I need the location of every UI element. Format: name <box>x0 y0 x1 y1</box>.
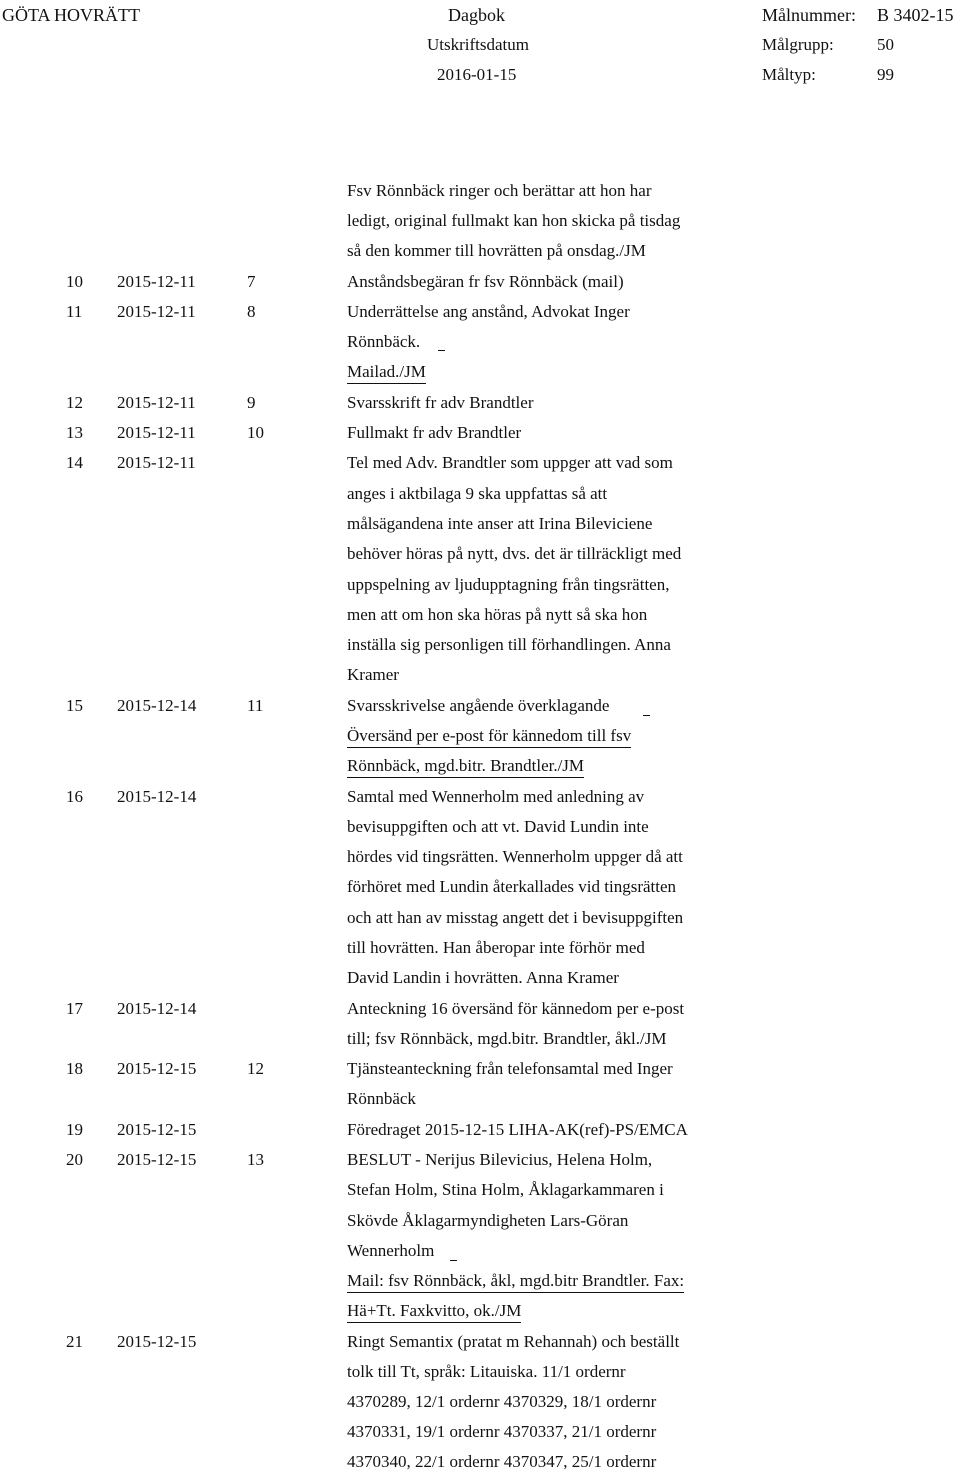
entry-text-line: Tjänsteanteckning från telefonsamtal med Inger <box>347 1059 673 1078</box>
entry-text-line: David Landin i hovrätten. Anna Kramer <box>347 968 619 987</box>
entry-text-line: Anståndsbegäran fr fsv Rönnbäck (mail) <box>347 272 624 291</box>
entry-date: 2015-12-15 <box>117 1150 197 1169</box>
entry-number: 15 <box>66 696 83 715</box>
entry-attachment: 7 <box>247 272 256 291</box>
entry-attachment: 8 <box>247 302 256 321</box>
entry-number: 13 <box>66 423 83 442</box>
entry-date: 2015-12-11 <box>117 423 196 442</box>
entry-number: 16 <box>66 787 83 806</box>
entry-text-line: tolk till Tt, språk: Litauiska. 11/1 ordernr <box>347 1362 626 1381</box>
entry-text-line: Kramer <box>347 665 399 684</box>
entry-date: 2015-12-14 <box>117 999 197 1018</box>
entry-text-line: Översänd per e-post för kännedom till fsv <box>347 725 631 748</box>
entry-number: 10 <box>66 272 83 291</box>
entry-text-line: Mail: fsv Rönnbäck, åkl, mgd.bitr Brandtler. Fax: <box>347 1270 684 1293</box>
entry-text-line: men att om hon ska höras på nytt så ska hon <box>347 605 648 624</box>
entry-text-line: Underrättelse ang anstånd, Advokat Inger <box>347 302 630 321</box>
entry-date: 2015-12-11 <box>117 302 196 321</box>
text-line: ledigt, original fullmakt kan hon skicka på tisdag <box>347 211 681 230</box>
entry-date: 2015-12-15 <box>117 1332 197 1351</box>
entry-text-line: Svarsskrift fr adv Brandtler <box>347 393 534 412</box>
entry-number: 11 <box>66 302 83 321</box>
note-marker <box>643 715 650 716</box>
print-date: 2016-01-15 <box>437 65 517 84</box>
entry-number: 18 <box>66 1059 83 1078</box>
case-type-label: Måltyp: <box>762 65 816 84</box>
entry-number: 12 <box>66 393 83 412</box>
entry-text-line: Svarsskrivelse angående överklagande <box>347 696 610 715</box>
entry-number: 17 <box>66 999 83 1018</box>
entry-text-line: Mailad./JM <box>347 361 426 384</box>
entry-text-line: Rönnbäck <box>347 1089 416 1108</box>
entry-text-line: 4370340, 22/1 ordernr 4370347, 25/1 ordernr <box>347 1452 657 1471</box>
entry-text-line: inställa sig personligen till förhandlingen. Anna <box>347 635 671 654</box>
entry-text-line: BESLUT - Nerijus Bilevicius, Helena Holm, <box>347 1150 653 1169</box>
entry-text-line: hördes vid tingsrätten. Wennerholm uppger då att <box>347 847 683 866</box>
entry-date: 2015-12-11 <box>117 272 196 291</box>
note-marker <box>450 1260 457 1261</box>
entry-text-line: 4370331, 19/1 ordernr 4370337, 21/1 ordernr <box>347 1422 657 1441</box>
entry-attachment: 10 <box>247 423 264 442</box>
entry-date: 2015-12-15 <box>117 1059 197 1078</box>
text-line: Fsv Rönnbäck ringer och berättar att hon har <box>347 181 652 200</box>
entry-date: 2015-12-11 <box>117 393 196 412</box>
entry-text-line: Rönnbäck, mgd.bitr. Brandtler./JM <box>347 755 584 778</box>
entry-text-line: Tel med Adv. Brandtler som uppger att vad som <box>347 453 673 472</box>
entry-number: 21 <box>66 1332 83 1351</box>
document-title: Dagbok <box>448 5 505 25</box>
entry-text-line: och att han av misstag angett det i bevisuppgiften <box>347 908 684 927</box>
entry-text-line: Wennerholm <box>347 1241 435 1260</box>
entry-attachment: 9 <box>247 393 256 412</box>
entry-attachment: 12 <box>247 1059 264 1078</box>
entry-text-line: behöver höras på nytt, dvs. det är tillräckligt med <box>347 544 682 563</box>
case-group-label: Målgrupp: <box>762 35 834 54</box>
entry-text-line: Stefan Holm, Stina Holm, Åklagarkammaren i <box>347 1180 664 1199</box>
print-date-label: Utskriftsdatum <box>427 35 529 54</box>
case-number: B 3402-15 <box>877 5 954 25</box>
entry-text-line: Rönnbäck. <box>347 332 421 351</box>
entry-text-line: 4370289, 12/1 ordernr 4370329, 18/1 ordernr <box>347 1392 657 1411</box>
entry-text-line: Skövde Åklagarmyndigheten Lars-Göran <box>347 1211 629 1230</box>
entry-text-line: Samtal med Wennerholm med anledning av <box>347 787 645 806</box>
entry-text-line: bevisuppgiften och att vt. David Lundin inte <box>347 817 649 836</box>
entry-number: 20 <box>66 1150 83 1169</box>
entry-text-line: Ringt Semantix (pratat m Rehannah) och beställt <box>347 1332 680 1351</box>
entry-date: 2015-12-14 <box>117 696 197 715</box>
entry-date: 2015-12-11 <box>117 453 196 472</box>
entry-number: 19 <box>66 1120 83 1139</box>
entry-number: 14 <box>66 453 83 472</box>
entry-date: 2015-12-14 <box>117 787 197 806</box>
entry-text-line: Föredraget 2015-12-15 LIHA-AK(ref)-PS/EMCA <box>347 1120 688 1139</box>
note-marker <box>438 350 445 351</box>
court-name: GÖTA HOVRÄTT <box>2 5 141 25</box>
entry-attachment: 13 <box>247 1150 264 1169</box>
entry-date: 2015-12-15 <box>117 1120 197 1139</box>
case-type: 99 <box>877 65 894 84</box>
case-number-label: Målnummer: <box>762 5 856 25</box>
text-line: så den kommer till hovrätten på onsdag./JM <box>347 241 646 260</box>
entry-attachment: 11 <box>247 696 264 715</box>
entry-text-line: Hä+Tt. Faxkvitto, ok./JM <box>347 1300 521 1323</box>
entry-text-line: Fullmakt fr adv Brandtler <box>347 423 522 442</box>
entry-text-line: förhöret med Lundin återkallades vid tingsrätten <box>347 877 677 896</box>
entry-text-line: till hovrätten. Han åberopar inte förhör med <box>347 938 645 957</box>
entry-text-line: målsägandena inte anser att Irina Bileviciene <box>347 514 653 533</box>
case-group: 50 <box>877 35 894 54</box>
entry-text-line: uppspelning av ljudupptagning från tingsrätten, <box>347 575 670 594</box>
entry-text-line: till; fsv Rönnbäck, mgd.bitr. Brandtler, åkl./JM <box>347 1029 667 1048</box>
entry-text-line: Anteckning 16 översänd för kännedom per e-post <box>347 999 685 1018</box>
entry-text-line: anges i aktbilaga 9 ska uppfattas så att <box>347 484 608 503</box>
